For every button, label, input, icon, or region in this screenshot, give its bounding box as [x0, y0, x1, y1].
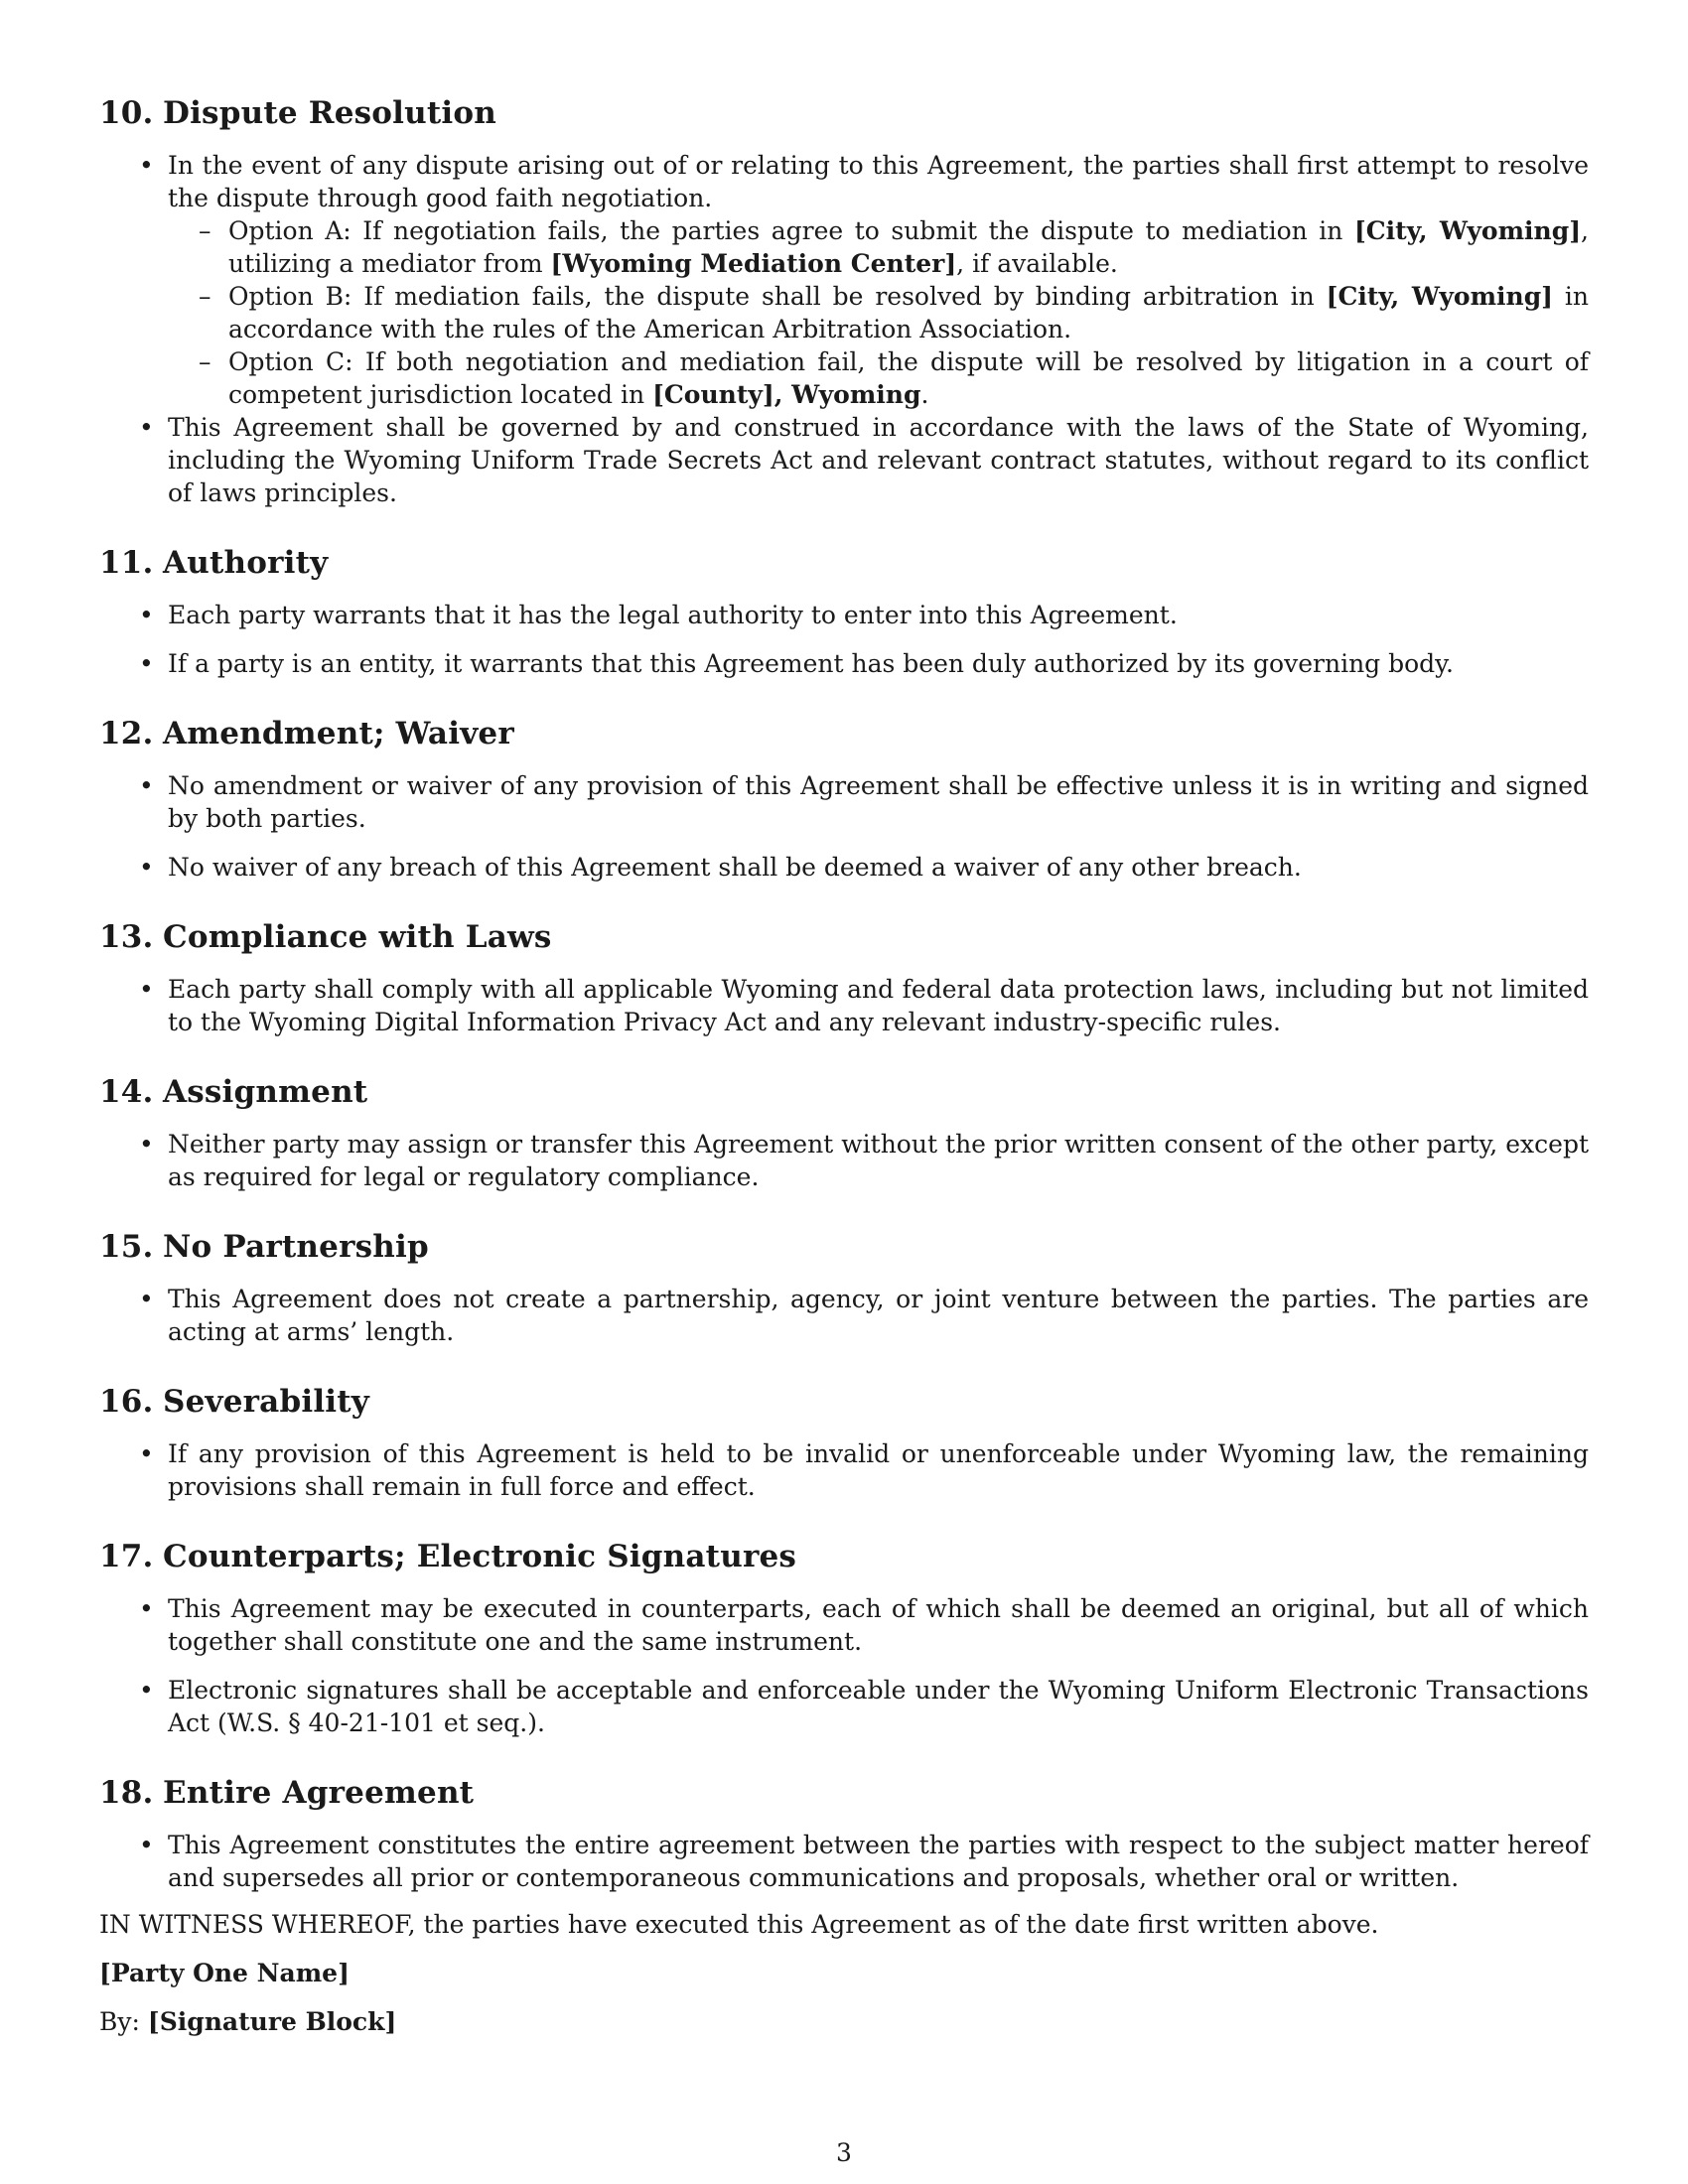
bullet-item: [99, 1128, 1589, 1193]
bullet-item: [99, 973, 1589, 1038]
section-heading: [99, 91, 1589, 135]
clause-text: No waiver of any breach of this Agreement shall be deemed a waiver of any other breach.: [168, 853, 1302, 882]
section-heading: [99, 541, 1589, 585]
section-title: No Partnership: [163, 1229, 429, 1265]
document-page: [99, 91, 1589, 2038]
sub-option-item: [168, 345, 1589, 411]
section-number: 17.: [99, 1539, 154, 1574]
clause-text: This Agreement does not create a partnership, agency, or joint venture between the parties. The parties are acting at arms’ length.: [168, 1285, 1589, 1346]
section-title: Dispute Resolution: [163, 95, 497, 131]
section: [99, 1380, 1589, 1503]
section-heading: [99, 1225, 1589, 1269]
clause-text: Option C: If both negotiation and mediation fail, the dispute will be resolved by litigation in a court of competent jurisdiction located in: [228, 347, 1589, 409]
section-title: Authority: [163, 545, 329, 581]
section-title: Compliance with Laws: [163, 919, 552, 955]
clause-text: This Agreement may be executed in counterparts, each of which shall be deemed an original, but all of which together shall constitute one and the same instrument.: [168, 1594, 1589, 1656]
placeholder-text: [City, Wyoming]: [1353, 216, 1582, 245]
section-heading: [99, 915, 1589, 959]
section: [99, 1070, 1589, 1193]
section-title: Severability: [163, 1384, 370, 1420]
clause-text: Electronic signatures shall be acceptable and enforceable under the Wyoming Uniform Electronic Transactions Act (W.S. § 40-21-101 et seq.).: [168, 1676, 1589, 1737]
bullet-list: [99, 1283, 1589, 1348]
bullet-icon: •: [139, 975, 154, 1004]
clause-text: Each party shall comply with all applicable Wyoming and federal data protection laws, including but not limited to the Wyoming Digital Information Privacy Act and any relevant industry-specific rules.: [168, 975, 1589, 1036]
party-name: [Party One Name]: [99, 1959, 350, 1987]
bullet-item: [99, 1437, 1589, 1503]
bullet-item: [99, 647, 1589, 680]
bullet-list: [99, 1437, 1589, 1503]
clause-text: in accordance with the rules of the American Arbitration Association.: [228, 282, 1589, 343]
section-title: Entire Agreement: [163, 1775, 475, 1811]
clause-text: Each party warrants that it has the legal authority to enter into this Agreement.: [168, 601, 1178, 629]
placeholder-text: [County], Wyoming: [652, 380, 921, 409]
bullet-item: [99, 769, 1589, 835]
bullet-item: [99, 851, 1589, 884]
bullet-list: [99, 149, 1589, 509]
section-number: 18.: [99, 1775, 154, 1811]
bullet-item: [99, 1829, 1589, 1894]
section-heading: [99, 712, 1589, 755]
bullet-item: [99, 1674, 1589, 1739]
clause-text: If any provision of this Agreement is held to be invalid or unenforceable under Wyoming law, the remaining provisions shall remain in full force and effect.: [168, 1439, 1589, 1501]
section: [99, 1771, 1589, 1894]
bullet-icon: •: [139, 853, 154, 882]
clause-text: If a party is an entity, it warrants that this Agreement has been duly authorized by its governing body.: [168, 649, 1454, 678]
section: [99, 1535, 1589, 1739]
sub-option-list: [168, 214, 1589, 411]
dash-icon: –: [199, 282, 211, 311]
section-heading: [99, 1380, 1589, 1424]
section-number: 16.: [99, 1384, 154, 1420]
placeholder-text: [City, Wyoming]: [1326, 282, 1554, 311]
clause-text: Option A: If negotiation fails, the parties agree to submit the dispute to mediation in: [228, 216, 1354, 245]
section: [99, 915, 1589, 1038]
bullet-list: [99, 769, 1589, 884]
bullet-list: [99, 1829, 1589, 1894]
bullet-icon: •: [139, 771, 154, 800]
section-number: 12.: [99, 716, 154, 751]
dash-icon: –: [199, 347, 211, 376]
closing-block: [99, 1908, 1589, 2038]
clause-text: No amendment or waiver of any provision of this Agreement shall be effective unless it is in writing and signed by both parties.: [168, 771, 1589, 833]
party-name-line: [99, 1957, 1589, 1989]
bullet-icon: •: [139, 1831, 154, 1859]
signature-line: [99, 2005, 1589, 2038]
section-title: Assignment: [163, 1074, 368, 1110]
section-heading: [99, 1070, 1589, 1114]
sub-option-item: [168, 280, 1589, 345]
section-title: Amendment; Waiver: [163, 716, 514, 751]
section-title: Counterparts; Electronic Signatures: [163, 1539, 797, 1574]
bullet-item: [99, 149, 1589, 411]
bullet-list: [99, 973, 1589, 1038]
bullet-icon: •: [139, 1130, 154, 1159]
section-number: 10.: [99, 95, 154, 131]
dash-icon: –: [199, 216, 211, 245]
placeholder-text: [Wyoming Mediation Center]: [550, 249, 957, 278]
section-number: 15.: [99, 1229, 154, 1265]
clause-text: Option B: If mediation fails, the dispute shall be resolved by binding arbitration in: [228, 282, 1327, 311]
clause-text: .: [920, 380, 929, 409]
bullet-icon: •: [139, 649, 154, 678]
section-number: 13.: [99, 919, 154, 955]
bullet-item: [99, 1283, 1589, 1348]
section: [99, 1225, 1589, 1348]
bullet-icon: •: [139, 1285, 154, 1313]
sub-option-item: [168, 214, 1589, 280]
clause-text: , if available.: [956, 249, 1118, 278]
section: [99, 712, 1589, 884]
by-label: By:: [99, 2007, 148, 2036]
bullet-item: [99, 599, 1589, 631]
section-number: 11.: [99, 545, 154, 581]
clause-text: This Agreement shall be governed by and construed in accordance with the laws of the State of Wyoming, including the Wyoming Uniform Trade Secrets Act and relevant contract statutes, without regard to its conflict of laws principles.: [168, 413, 1589, 507]
section-number: 14.: [99, 1074, 154, 1110]
section-heading: [99, 1771, 1589, 1815]
clause-text: This Agreement constitutes the entire agreement between the parties with respect to the subject matter hereof and supersedes all prior or contemporaneous communications and proposals, whether oral or written.: [168, 1831, 1589, 1892]
bullet-icon: •: [139, 601, 154, 629]
bullet-icon: •: [139, 151, 154, 180]
bullet-icon: •: [139, 413, 154, 442]
witness-statement: IN WITNESS WHEREOF, the parties have executed this Agreement as of the date first written above.: [99, 1910, 1379, 1939]
page-number: 3: [836, 2138, 852, 2167]
bullet-icon: •: [139, 1594, 154, 1623]
section-heading: [99, 1535, 1589, 1578]
section: [99, 541, 1589, 680]
sections-container: [99, 91, 1589, 1894]
clause-text: Neither party may assign or transfer this Agreement without the prior written consent of the other party, except as required for legal or regulatory compliance.: [168, 1130, 1589, 1191]
bullet-item: [99, 1592, 1589, 1658]
bullet-icon: •: [139, 1439, 154, 1468]
signature-block: [Signature Block]: [147, 2007, 397, 2036]
bullet-list: [99, 599, 1589, 680]
bullet-list: [99, 1128, 1589, 1193]
clause-text: , utilizing a mediator from: [228, 216, 1589, 278]
bullet-item: [99, 411, 1589, 509]
bullet-list: [99, 1592, 1589, 1739]
bullet-icon: •: [139, 1676, 154, 1705]
clause-text: In the event of any dispute arising out of or relating to this Agreement, the parties shall first attempt to resolve the dispute through good faith negotiation.: [168, 151, 1589, 212]
section: [99, 91, 1589, 509]
